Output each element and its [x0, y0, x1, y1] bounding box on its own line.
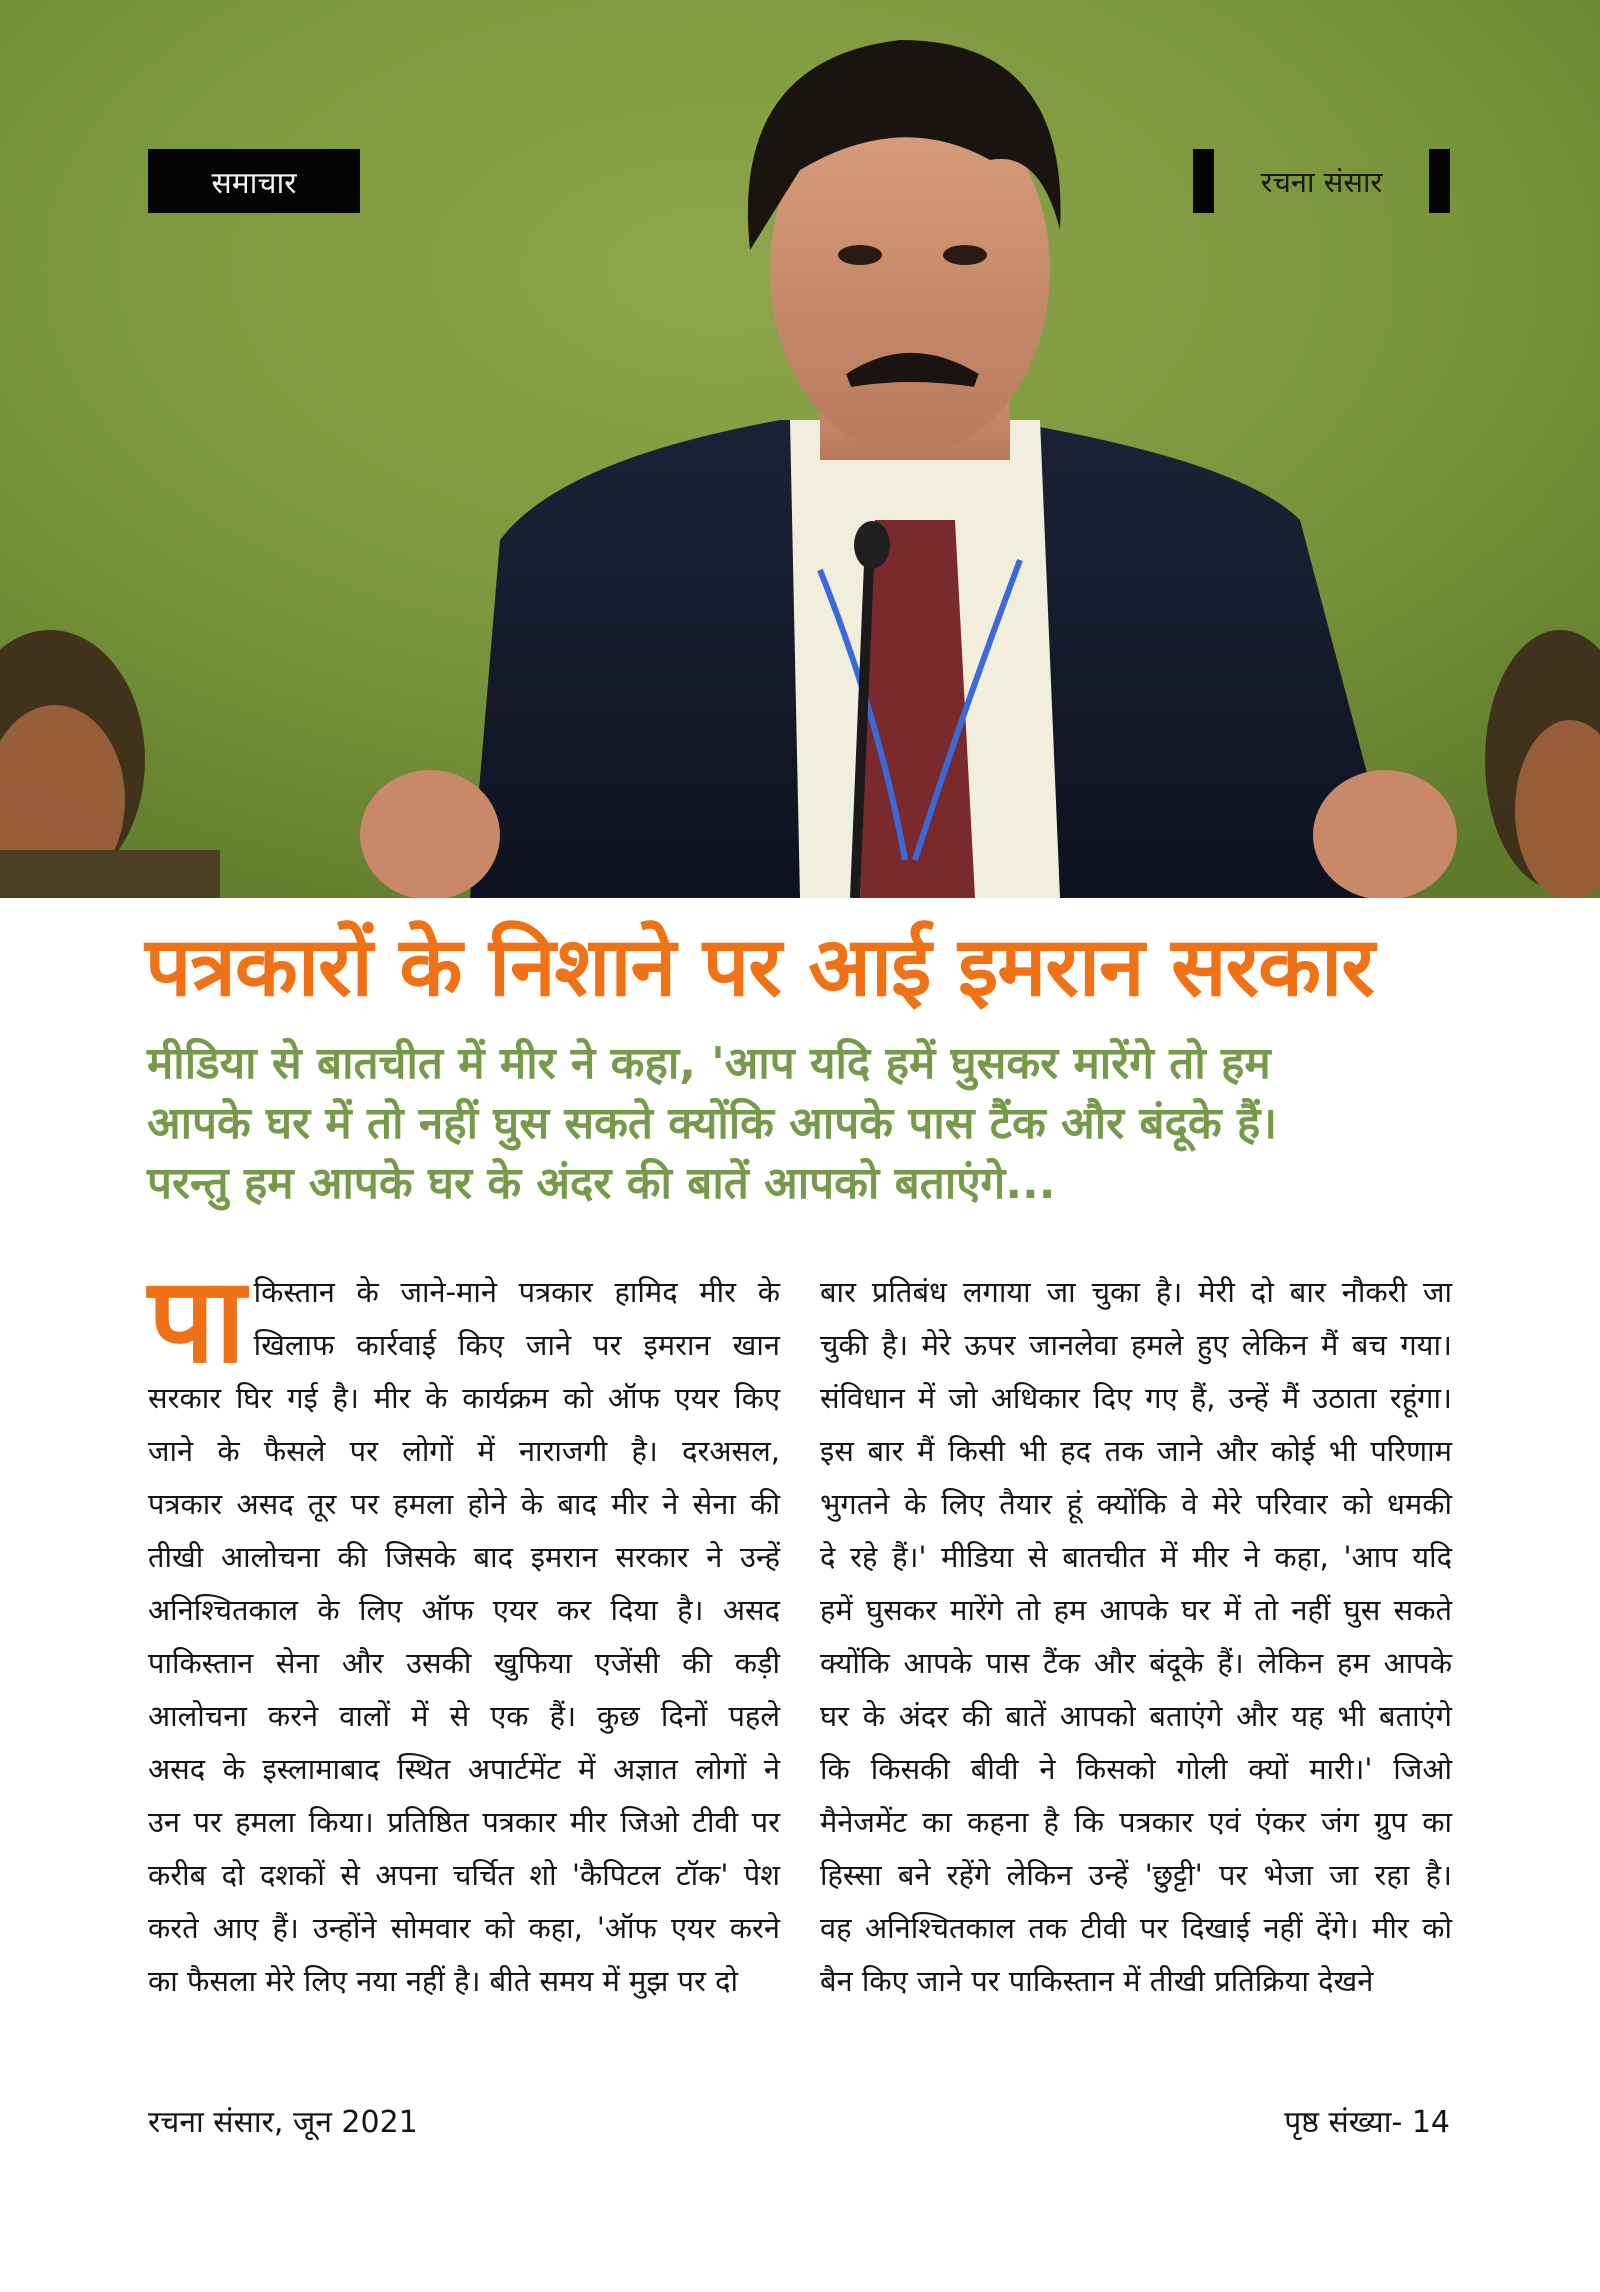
- section-tag-label: समाचार: [211, 165, 297, 201]
- body-text-line: बार प्रतिबंध लगाया जा चुका है। मेरी दो बार नौकरी जा: [820, 1275, 1452, 1309]
- body-text-line: भुगतने के लिए तैयार हूं क्योंकि वे मेरे परिवार को धमकी: [820, 1487, 1452, 1521]
- body-text-line: पत्रकार असद तूर पर हमला होने के बाद मीर ने सेना की: [148, 1487, 780, 1521]
- body-text-line: हमें घुसकर मारेंगे तो हम आपके घर में तो नहीं घुस सकते: [820, 1593, 1452, 1627]
- body-text-line: कि किसकी बीवी ने किसको गोली क्यों मारी।' जिओ: [820, 1752, 1452, 1786]
- body-text-line: चुकी है। मेरे ऊपर जानलेवा हमले हुए लेकिन मैं बच गया।: [820, 1328, 1452, 1362]
- body-text-line: सरकार घिर गई है। मीर के कार्यक्रम को ऑफ एयर किए: [148, 1381, 780, 1415]
- tag-bar-right: [1429, 149, 1450, 213]
- body-text-line: मैनेजमेंट का कहना है कि पत्रकार एवं एंकर जंग ग्रुप का: [820, 1805, 1452, 1839]
- tie: [860, 520, 975, 898]
- body-text-line: संविधान में जो अधिकार दिए गए हैं, उन्हें मैं उठाता रहूंगा।: [820, 1381, 1452, 1415]
- left-fist: [360, 770, 500, 898]
- body-text-line: करते आए हैं। उन्होंने सोमवार को कहा, 'ऑफ एयर करने: [148, 1911, 780, 1945]
- article-deck: [147, 1034, 1477, 1214]
- body-text-line: खिलाफ कार्रवाई किए जाने पर इमरान खान: [253, 1328, 780, 1362]
- body-text-line: उन पर हमला किया। प्रतिष्ठित पत्रकार मीर जिओ टीवी पर: [148, 1805, 780, 1839]
- body-text-line: तीखी आलोचना की जिसके बाद इमरान सरकार ने उन्हें: [148, 1540, 780, 1574]
- body-text-line: वह अनिश्चितकाल तक टीवी पर दिखाई नहीं देंगे। मीर को: [820, 1911, 1452, 1945]
- footer-page-number: पृष्ठ संख्या- 14: [1284, 2105, 1450, 2140]
- page-footer: [148, 2100, 1450, 2141]
- magazine-tag: [1193, 149, 1450, 213]
- hero-photo: [0, 0, 1600, 898]
- tag-bar-left: [1193, 149, 1214, 213]
- body-text-line: घर के अंदर की बातें आपको बताएंगे और यह भी बताएंगे: [820, 1699, 1452, 1733]
- microphone: [854, 521, 890, 569]
- body-text-line: हिस्सा बने रहेंगे लेकिन उन्हें 'छुट्टी' पर भेजा जा रहा है।: [820, 1858, 1452, 1892]
- body-text-line: क्योंकि आपके पास टैंक और बंदूके हैं। लेकिन हम आपके: [820, 1646, 1452, 1680]
- body-text-line: अनिश्चितकाल के लिए ऑफ एयर कर दिया है। असद: [148, 1593, 780, 1627]
- body-text-line: बैन किए जाने पर पाकिस्तान में तीखी प्रतिक्रिया देखने: [820, 1964, 1374, 1998]
- body-text-line: इस बार मैं किसी भी हद तक जाने और कोई भी परिणाम: [820, 1434, 1452, 1468]
- body-text-line: का फैसला मेरे लिए नया नहीं है। बीते समय में मुझ पर दो: [148, 1964, 738, 1998]
- body-text-line: आलोचना करने वालों में से एक हैं। कुछ दिनों पहले: [148, 1699, 780, 1733]
- body-text-line: करीब दो दशकों से अपना चर्चित शो 'कैपिटल टॉक' पेश: [148, 1858, 780, 1892]
- deck-line: परन्तु हम आपके घर के अंदर की बातें आपको बताएंगे...: [147, 1158, 1056, 1209]
- article-headline: पत्रकारों के निशाने पर आई इमरान सरकार: [145, 920, 1374, 1015]
- body-text-line: किस्तान के जाने-माने पत्रकार हामिद मीर के: [253, 1275, 780, 1309]
- section-tag: [148, 149, 360, 213]
- body-text-line: असद के इस्लामाबाद स्थित अपार्टमेंट में अज्ञात लोगों ने: [148, 1752, 780, 1786]
- right-fist: [1313, 770, 1457, 898]
- mustache: [850, 360, 975, 380]
- drop-cap: पा: [148, 1251, 246, 1389]
- magazine-tag-label: रचना संसार: [1260, 164, 1383, 199]
- article-column-2: [820, 1266, 1452, 2008]
- body-text-line: पाकिस्तान सेना और उसकी खुफिया एजेंसी की कड़ी: [148, 1646, 780, 1680]
- deck-line: आपके घर में तो नहीं घुस सकते क्योंकि आपके पास टैंक और बंदूके हैं।: [147, 1098, 1278, 1149]
- article-column-1: [148, 1251, 780, 2008]
- body-text-line: दे रहे हैं।' मीडिया से बातचीत में मीर ने कहा, 'आप यदि: [820, 1540, 1452, 1574]
- deck-line: मीडिया से बातचीत में मीर ने कहा, 'आप यदि हमें घुसकर मारेंगे तो हम: [147, 1038, 1271, 1089]
- footer-publication: रचना संसार, जून 2021: [148, 2105, 418, 2140]
- speaker-photo-illustration: [0, 0, 1600, 898]
- body-text-line: जाने के फैसले पर लोगों में नाराजगी है। दरअसल,: [148, 1434, 780, 1468]
